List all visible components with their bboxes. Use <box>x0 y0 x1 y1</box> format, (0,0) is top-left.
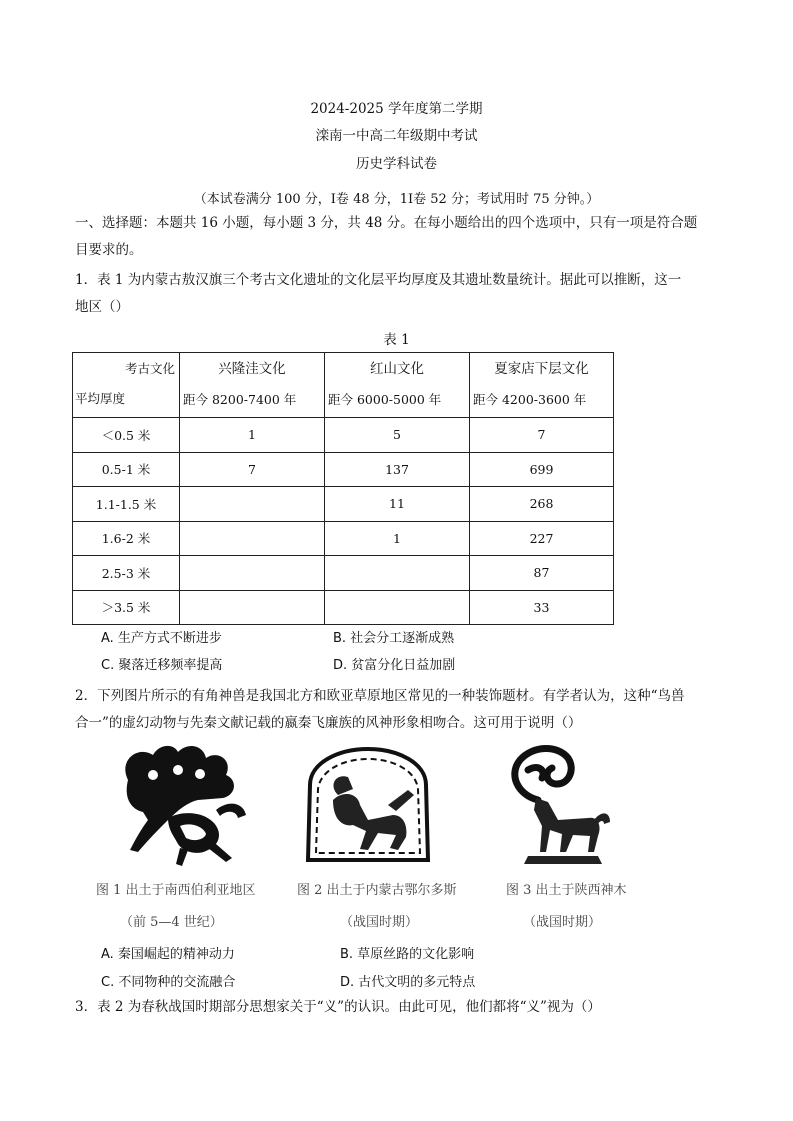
q2-option-a[interactable]: A. 秦国崛起的精神动力 <box>101 947 235 962</box>
q1-option-d[interactable]: D. 贫富分化日益加剧 <box>333 658 456 673</box>
figure-1-period: （前 5—4 世纪） <box>120 915 223 930</box>
table-1 <box>72 352 614 625</box>
exam-school-title: 滦南一中高二年级期中考试 <box>315 128 478 144</box>
figure-2-beast-image <box>298 745 438 870</box>
figure-3-period: （战国时期） <box>523 915 602 930</box>
question-1-stem: 1．表 1 为内蒙古敖汉旗三个考古文化遗址的文化层平均厚度及其遗址数量统计。据此可以推断，这一 地区（） <box>75 272 682 315</box>
figure-1-beast-image <box>108 740 258 870</box>
question-2-stem: 2．下列图片所示的有角神兽是我国北方和欧亚草原地区常见的一种装饰题材。有学者认为，这种“鸟兽 合一”的虚幻动物与先秦文献记载的嬴秦飞廉族的风神形象相吻合。这可用于说明（） <box>75 688 685 731</box>
exam-subject-title: 历史学科试卷 <box>356 156 437 172</box>
question-3-stem: 3．表 2 为春秋战国时期部分思想家关于“义”的认识。由此可见，他们都将“义”视为（） <box>75 999 601 1015</box>
q2-option-c[interactable]: C. 不同物种的交流融合 <box>101 975 236 990</box>
table-row: 1.6-2 米 1 227 <box>73 521 614 556</box>
figure-2-caption: 图 2 出土于内蒙古鄂尔多斯 <box>297 883 457 898</box>
table-col-header: 夏家店下层文化 距今 4200-3600 年 <box>470 353 614 418</box>
figure-2-period: （战国时期） <box>340 915 419 930</box>
table-row: 2.5-3 米 87 <box>73 556 614 591</box>
table-row: ＜0.5 米 1 5 7 <box>73 418 614 453</box>
q1-option-b[interactable]: B. 社会分工逐渐成熟 <box>333 631 455 646</box>
table-row: 1.1-1.5 米 11 268 <box>73 487 614 522</box>
q2-option-b[interactable]: B. 草原丝路的文化影响 <box>340 947 475 962</box>
figure-1-caption: 图 1 出土于南西伯利亚地区 <box>96 883 256 898</box>
section-instructions: 一、选择题：本题共 16 小题，每小题 3 分，共 48 分。在每小题给出的四个选项中，只有一项是符合题 目要求的。 <box>75 215 698 258</box>
exam-note: （本试卷满分 100 分，Ⅰ卷 48 分，1Ⅰ卷 52 分；考试用时 75 分钟。） <box>193 192 600 207</box>
q2-option-d[interactable]: D. 古代文明的多元特点 <box>340 975 476 990</box>
figure-3-caption: 图 3 出土于陕西神木 <box>506 883 627 898</box>
figure-3-beast-image <box>498 740 618 870</box>
table-col-header: 兴隆洼文化 距今 8200-7400 年 <box>180 353 325 418</box>
table-corner-cell: 考古文化 平均厚度 <box>73 353 180 418</box>
exam-year-title: 2024-2025 学年度第二学期 <box>310 101 483 117</box>
table-row: 0.5-1 米 7 137 699 <box>73 452 614 487</box>
q1-option-a[interactable]: A. 生产方式不断进步 <box>101 631 222 646</box>
table-col-header: 红山文化 距今 6000-5000 年 <box>325 353 470 418</box>
table-header-row <box>73 353 614 418</box>
table-row: ＞3.5 米 33 <box>73 590 614 625</box>
table-1-caption: 表 1 <box>383 332 410 348</box>
q1-option-c[interactable]: C. 聚落迁移频率提高 <box>101 658 223 673</box>
